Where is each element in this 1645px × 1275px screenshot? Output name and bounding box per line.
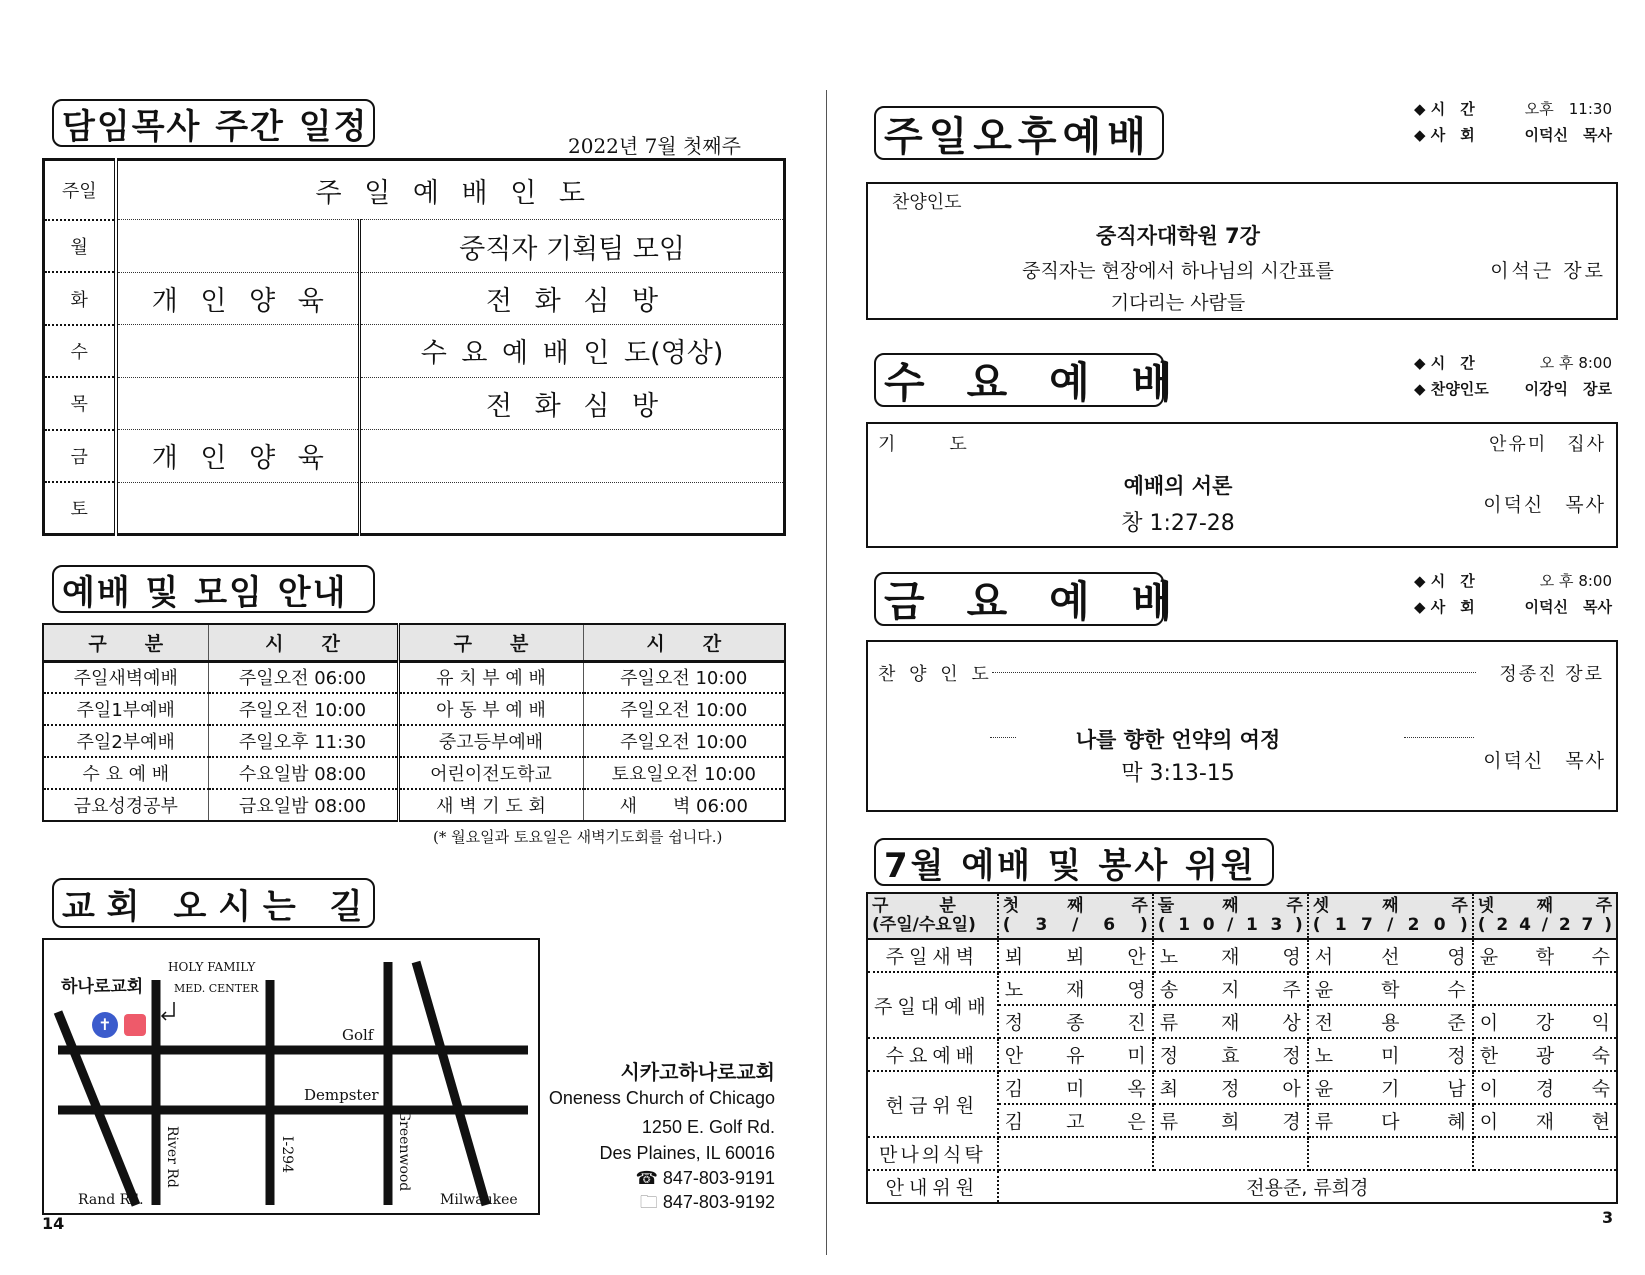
wed-time-value: 오 후 8:00 [1539, 354, 1612, 372]
fri-time-value: 오 후 8:00 [1539, 572, 1612, 590]
name-char: 윤 [1314, 1078, 1334, 1100]
roster-cell [1308, 1038, 1473, 1071]
w4-d1: 2 [1496, 915, 1509, 935]
w2-d6: ) [1295, 915, 1303, 935]
mon-right: 중직자 기획팀 모임 [360, 220, 785, 272]
page-number-left: 14 [42, 1214, 65, 1233]
name-char: 노 [1004, 979, 1024, 1001]
name-char: 재 [1221, 946, 1240, 968]
phone-icon: ☎ [635, 1168, 663, 1188]
church-info [549, 1060, 775, 1214]
wednesday-box [866, 422, 1618, 548]
fri-time-label: 시 간 [1430, 572, 1475, 590]
roster-usher-value: 전용준, 류희경 [1246, 1177, 1369, 1199]
w2-d0: ( [1157, 915, 1166, 935]
w1-d2: / [1072, 915, 1079, 935]
wed-sermon-title: 예배의 서론 [1123, 474, 1233, 498]
name-char: 정 [1221, 1078, 1240, 1100]
name-char: 재 [1221, 1012, 1240, 1034]
roster-cell [1473, 1104, 1617, 1137]
sunday-pm-sermon-sub1: 중직자는 현장에서 하나님의 시간표를 [1022, 260, 1334, 282]
sunday-pm-sermon-title: 중직자대학원 7강 [1096, 224, 1260, 248]
wed-prayer-label: 기 도 [878, 434, 967, 455]
wed-right: 수 요 예 배 인 도(영상) [360, 325, 785, 377]
roster-week-1 [998, 893, 1153, 939]
name-char: 현 [1591, 1111, 1610, 1133]
name-char: 선 [1381, 946, 1400, 968]
roster-week-2 [1153, 893, 1308, 939]
svc-cell: 토요일오전 10:00 [583, 757, 785, 789]
day-tue: 화 [44, 272, 116, 324]
wed-praise-value: 이강익 장로 [1524, 380, 1612, 398]
roster-cell [1308, 1104, 1473, 1137]
roster-header-label2: (주일/수요일) [872, 915, 976, 935]
name-char: 혜 [1447, 1111, 1466, 1133]
name-char: 유 [1066, 1045, 1085, 1067]
name-char: 영 [1282, 946, 1301, 968]
w3-d5: 0 [1433, 915, 1446, 935]
name-char: 최 [1159, 1078, 1179, 1100]
friday-title: 금 요 예 배 [874, 572, 1164, 626]
roster-cell [1153, 1038, 1308, 1071]
church-name-kr: 시카고하나로교회 [620, 1062, 775, 1084]
roster-cell [1153, 1104, 1308, 1137]
w2-n1: 째 [1222, 896, 1239, 916]
roster-cell [1153, 972, 1308, 1005]
w4-d0: ( [1477, 915, 1486, 935]
roster-cell [1153, 939, 1308, 972]
w3-d2: 7 [1361, 915, 1373, 935]
sunday-text: 주 일 예 배 인 도 [116, 160, 785, 220]
roster-label-table: 만나의식탁 [867, 1137, 998, 1170]
name-char: 안 [1127, 946, 1146, 968]
svc-cell: 수 요 예 배 [43, 757, 208, 789]
w3-d3: / [1387, 915, 1394, 935]
svc-cell: 새 벽 06:00 [619, 796, 748, 817]
hospital-marker-icon [124, 1014, 146, 1036]
roster-week-4 [1473, 893, 1617, 939]
name-char: 수 [1447, 979, 1466, 1001]
w3-n0: 셋 [1312, 896, 1330, 916]
map-church-label: 하나로교회 [61, 977, 144, 997]
thu-left [116, 377, 360, 429]
w3-n1: 째 [1382, 896, 1399, 916]
table-row [867, 1137, 1617, 1170]
sunday-pm-host-value: 이덕신 목사 [1524, 126, 1612, 144]
fri-leader-right [1404, 737, 1474, 738]
w2-d3: / [1227, 915, 1234, 935]
tue-right: 전 화 심 방 [360, 272, 785, 324]
roster-cell [1308, 1005, 1473, 1038]
name-char: 진 [1127, 1012, 1146, 1034]
svc-cell: 수요일밤 08:00 [208, 757, 398, 789]
friday-info: ◆ 시 간 오 후 8:00 ◆ 사 회 이덕신 목사 [1414, 568, 1612, 620]
table-row [867, 1170, 1617, 1203]
w4-d5: 7 [1581, 915, 1594, 935]
roster-cell [1153, 1005, 1308, 1038]
w3-n2: 주 [1451, 896, 1468, 916]
wednesday-title: 수 요 예 배 [874, 353, 1164, 407]
map-greenwood-label: Greenwood [396, 1110, 412, 1192]
friday-box [866, 640, 1618, 812]
name-char: 수 [1591, 946, 1610, 968]
weekly-schedule-table [42, 158, 786, 536]
name-char: 안 [1004, 1045, 1024, 1067]
name-char: 은 [1127, 1111, 1146, 1133]
map-dempster-label: Dempster [304, 1086, 379, 1104]
sunday-pm-info: ◆ 시 간 오후 11:30 ◆ 사 회 이덕신 목사 [1414, 96, 1612, 148]
name-char: 지 [1221, 979, 1240, 1001]
table-row [43, 789, 785, 821]
fri-preacher: 이덕신 목사 [1483, 750, 1606, 772]
svc-header-3: 구 분 [398, 624, 583, 661]
name-char: 정 [1004, 1012, 1024, 1034]
w1-n1: 째 [1067, 896, 1084, 916]
w2-d2: 0 [1202, 915, 1215, 935]
map-holy-family-2: MED. CENTER [174, 982, 259, 995]
roster-cell [1308, 1137, 1473, 1170]
svc-cell: 주일2부예배 [43, 725, 208, 757]
roster-cell [998, 972, 1153, 1005]
svc-cell: 중고등부예배 [398, 725, 583, 757]
name-char: 노 [1314, 1045, 1334, 1067]
w4-n1: 째 [1536, 896, 1554, 916]
roster-cell [998, 1038, 1153, 1071]
name-char: 영 [1127, 979, 1146, 1001]
name-char: 숙 [1591, 1078, 1610, 1100]
roster-cell [1473, 1137, 1617, 1170]
fri-scripture: 막 3:13-15 [1121, 761, 1235, 786]
wed-left [116, 325, 360, 377]
name-char: 광 [1535, 1045, 1555, 1067]
roster-cell [1153, 1071, 1308, 1104]
name-char: 한 [1479, 1045, 1499, 1067]
roster-label-dawn: 주일새벽 [867, 939, 998, 972]
name-char: 용 [1381, 1012, 1400, 1034]
name-char: 익 [1591, 1012, 1610, 1034]
w4-d2: 4 [1519, 915, 1531, 935]
church-address2: Des Plaines, IL 60016 [599, 1143, 775, 1163]
day-thu: 목 [44, 377, 116, 429]
services-table [42, 623, 786, 822]
name-char: 이 [1479, 1111, 1499, 1133]
directions-map [42, 938, 540, 1215]
svc-header-1: 구 분 [43, 624, 208, 661]
sunday-pm-preacher: 이석근 장로 [1490, 260, 1606, 282]
svc-cell: 주일오전 10:00 [583, 661, 785, 693]
w4-d6: ) [1604, 915, 1612, 935]
table-row [43, 661, 785, 693]
fax-icon: 🗀 [639, 1192, 663, 1212]
name-char: 재 [1535, 1111, 1555, 1133]
day-sat: 토 [44, 482, 116, 535]
w1-d1: 3 [1035, 915, 1048, 935]
w1-d3: 6 [1103, 915, 1116, 935]
church-phone: 847-803-9191 [662, 1168, 775, 1188]
w4-n0: 넷 [1477, 896, 1495, 916]
roster-cell [998, 1104, 1153, 1137]
wed-preacher: 이덕신 목사 [1483, 494, 1606, 516]
name-char: 아 [1282, 1078, 1301, 1100]
fri-host-label: 사 회 [1430, 598, 1475, 616]
roster-label-usher: 안내위원 [867, 1170, 998, 1203]
roster-cell [1308, 972, 1473, 1005]
name-char: 학 [1535, 946, 1555, 968]
name-char: 옥 [1127, 1078, 1146, 1100]
name-char: 기 [1381, 1078, 1400, 1100]
table-row [867, 1038, 1617, 1071]
name-char: 숙 [1591, 1045, 1610, 1067]
roster-cell [1473, 972, 1617, 1005]
w2-d1: 1 [1178, 915, 1191, 935]
table-row [43, 725, 785, 757]
church-cross-icon: ✝ [92, 1012, 118, 1038]
sunday-pm-title: 주일오후예배 [874, 106, 1164, 160]
table-row [867, 972, 1617, 1005]
name-char: 서 [1314, 946, 1334, 968]
map-holy-family-1: HOLY FAMILY [168, 960, 256, 974]
name-char: 뵈 [1066, 946, 1085, 968]
roster-cell [1473, 939, 1617, 972]
name-char: 김 [1004, 1111, 1024, 1133]
svc-cell: 주일새벽예배 [43, 661, 208, 693]
name-char: 상 [1282, 1012, 1301, 1034]
wed-praise-label: 찬양인도 [1430, 380, 1489, 398]
w2-n0: 둘 [1157, 896, 1175, 916]
wed-time-label: 시 간 [1430, 354, 1475, 372]
name-char: 준 [1447, 1012, 1466, 1034]
svc-cell: 금요일밤 08:00 [208, 789, 398, 821]
svc-cell: 유 치 부 예 배 [398, 661, 583, 693]
name-char: 경 [1535, 1078, 1555, 1100]
roster-cell [1473, 1071, 1617, 1104]
roster-title: 7월 예배 및 봉사 위원 [874, 838, 1274, 886]
w3-d6: ) [1459, 915, 1468, 935]
svc-cell: 금요성경공부 [43, 789, 208, 821]
table-row [43, 693, 785, 725]
svc-cell: 주일오전 06:00 [208, 661, 398, 693]
roster-cell [1153, 1137, 1308, 1170]
name-char: 미 [1381, 1045, 1400, 1067]
svc-cell: 주일오후 11:30 [208, 725, 398, 757]
roster-label-offering: 헌금위원 [867, 1071, 998, 1137]
name-char: 윤 [1479, 946, 1499, 968]
roster-cell [1308, 1071, 1473, 1104]
sunday-pm-host-label: 사 회 [1430, 126, 1475, 144]
name-char: 송 [1159, 979, 1179, 1001]
w3-d4: 2 [1407, 915, 1420, 935]
roster-label-wed: 수요예배 [867, 1038, 998, 1071]
fri-host-value: 이덕신 목사 [1524, 598, 1612, 616]
name-char: 영 [1447, 946, 1466, 968]
name-char: 정 [1159, 1045, 1179, 1067]
fri-praise-label: 찬 양 인 도 [878, 664, 993, 685]
roster-cell [998, 939, 1153, 972]
wednesday-info: ◆ 시 간 오 후 8:00 ◆ 찬양인도 이강익 장로 [1414, 350, 1612, 402]
name-char: 류 [1159, 1111, 1179, 1133]
svc-header-2: 시 간 [208, 624, 398, 661]
w3-d0: ( [1312, 915, 1321, 935]
svc-cell: 어린이전도학교 [398, 757, 583, 789]
day-fri: 금 [44, 430, 116, 482]
sat-left [116, 482, 360, 535]
name-char: 김 [1004, 1078, 1024, 1100]
roster-cell [1473, 1038, 1617, 1071]
w1-n0: 첫 [1002, 896, 1020, 916]
svc-cell: 주일오전 10:00 [583, 725, 785, 757]
name-char: 류 [1314, 1111, 1334, 1133]
tue-left: 개 인 양 육 [116, 272, 360, 324]
name-char: 희 [1221, 1111, 1240, 1133]
roster-cell [998, 1071, 1153, 1104]
name-char: 뵈 [1004, 946, 1024, 968]
name-char: 종 [1066, 1012, 1085, 1034]
svc-cell: 새 벽 기 도 회 [398, 789, 583, 821]
name-char: 남 [1447, 1078, 1466, 1100]
services-note: (* 월요일과 토요일은 새벽기도회를 쉽니다.) [433, 828, 723, 846]
svc-cell: 주일1부예배 [43, 693, 208, 725]
name-char: 정 [1447, 1045, 1466, 1067]
name-char: 학 [1381, 979, 1400, 1001]
w3-d1: 1 [1334, 915, 1347, 935]
wed-prayer-value: 안유미 집사 [1489, 434, 1606, 455]
fri-praise-value: 정종진 장로 [1499, 664, 1604, 685]
roster-table [866, 892, 1618, 1204]
name-char: 정 [1282, 1045, 1301, 1067]
name-char: 류 [1159, 1012, 1179, 1034]
sunday-pm-time-value: 오후 11:30 [1524, 100, 1612, 118]
name-char: 윤 [1314, 979, 1334, 1001]
name-char: 재 [1066, 979, 1085, 1001]
map-i294-label: I-294 [279, 1136, 295, 1173]
directions-title: 교 회 오 시 는 길 [52, 878, 375, 928]
w2-n2: 주 [1286, 896, 1303, 916]
svc-header-4: 시 간 [583, 624, 785, 661]
sunday-pm-sermon-sub2: 기다리는 사람들 [1110, 292, 1246, 314]
table-row [43, 757, 785, 789]
name-char: 전 [1314, 1012, 1334, 1034]
name-char: 다 [1381, 1111, 1400, 1133]
church-name-en: Oneness Church of Chicago [548, 1088, 775, 1108]
roster-cell [998, 1005, 1153, 1038]
w1-d0: ( [1002, 915, 1011, 935]
name-char: 고 [1066, 1111, 1085, 1133]
sunday-pm-box [866, 182, 1618, 320]
fri-right [360, 430, 785, 482]
roster-header-label1: 구 분 [872, 896, 956, 916]
roster-week-3 [1308, 893, 1473, 939]
page-divider [826, 90, 827, 1255]
name-char: 강 [1535, 1012, 1555, 1034]
day-sunday: 주일 [44, 160, 116, 220]
roster-cell [1308, 939, 1473, 972]
day-wed: 수 [44, 325, 116, 377]
schedule-date: 2022년 7월 첫째주 [568, 134, 741, 158]
roster-cell [1473, 1005, 1617, 1038]
w4-n2: 주 [1595, 896, 1612, 916]
map-milwaukee-label: Milwaukee [440, 1192, 518, 1208]
sunday-pm-time-label: 시 간 [1430, 100, 1475, 118]
w1-d4: ) [1139, 915, 1148, 935]
name-char: 이 [1479, 1012, 1499, 1034]
map-golf-label: Golf [342, 1026, 374, 1044]
w1-n2: 주 [1131, 896, 1148, 916]
name-char: 이 [1479, 1078, 1499, 1100]
w2-d5: 3 [1270, 915, 1283, 935]
table-row [867, 1071, 1617, 1104]
services-title: 예배 및 모임 안내 [52, 565, 375, 613]
church-fax: 847-803-9192 [662, 1192, 775, 1212]
w2-d4: 1 [1246, 915, 1258, 935]
thu-right: 전 화 심 방 [360, 377, 785, 429]
mon-left [116, 220, 360, 272]
w4-d4: 2 [1558, 915, 1571, 935]
svc-cell: 아 동 부 예 배 [398, 693, 583, 725]
name-char: 주 [1282, 979, 1301, 1001]
name-char: 미 [1066, 1078, 1085, 1100]
roster-label-main: 주일대예배 [867, 972, 998, 1038]
church-address1: 1250 E. Golf Rd. [641, 1117, 775, 1137]
day-mon: 월 [44, 220, 116, 272]
map-river-label: River Rd [164, 1126, 180, 1188]
weekly-schedule-title: 담임목사 주간 일정 [52, 99, 375, 147]
fri-left: 개 인 양 육 [116, 430, 360, 482]
sat-right [360, 482, 785, 535]
map-rand-label: Rand Rd. [78, 1192, 144, 1208]
table-row [867, 939, 1617, 972]
w4-d3: / [1541, 915, 1548, 935]
name-char: 미 [1127, 1045, 1146, 1067]
page-number-right: 3 [1602, 1208, 1614, 1227]
name-char: 노 [1159, 946, 1179, 968]
sunday-pm-praise: 찬양인도 [892, 192, 962, 213]
wed-scripture: 창 1:27-28 [1121, 511, 1235, 536]
roster-cell [998, 1137, 1153, 1170]
name-char: 효 [1221, 1045, 1240, 1067]
roster-header-label [867, 893, 998, 939]
name-char: 경 [1282, 1111, 1301, 1133]
fri-sermon-title: 나를 향한 언약의 여정 [1075, 728, 1281, 752]
svc-cell: 주일오전 10:00 [583, 693, 785, 725]
fri-leader-line [992, 672, 1476, 673]
svc-cell: 주일오전 10:00 [208, 693, 398, 725]
